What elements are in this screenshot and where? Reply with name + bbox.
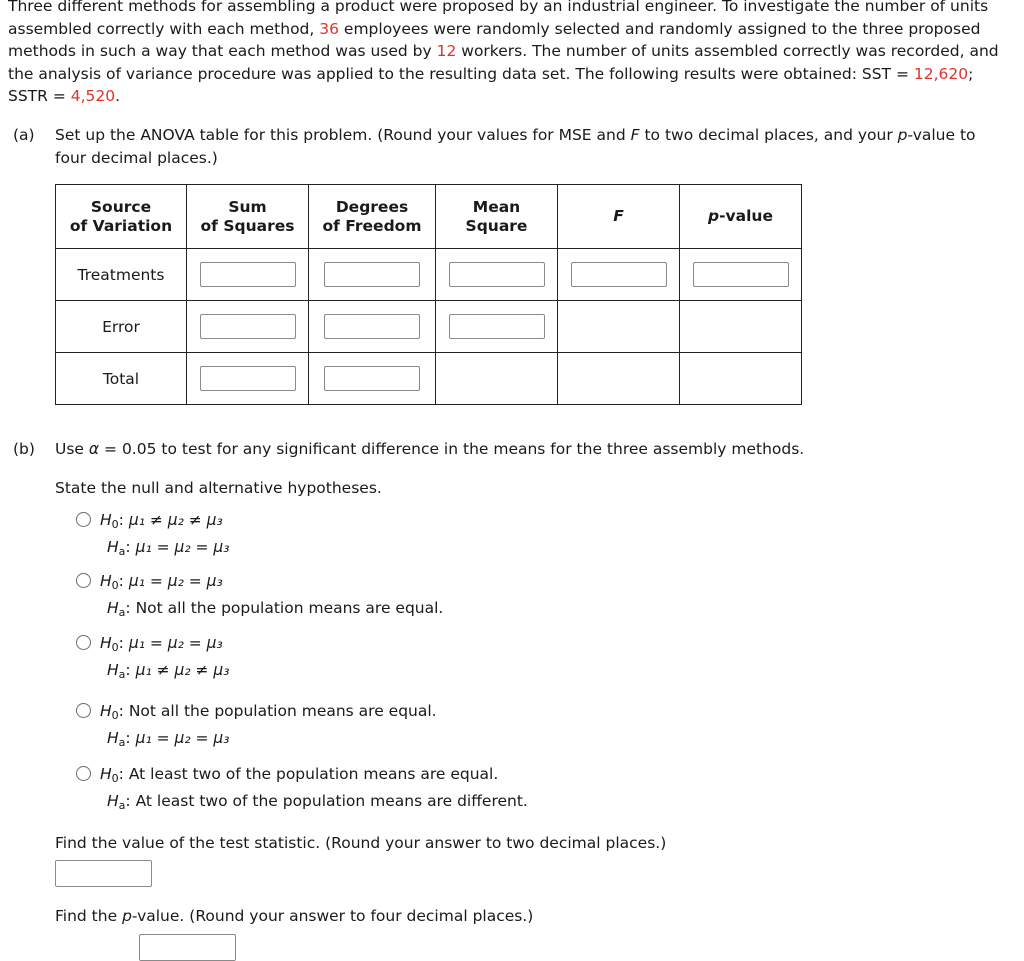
header-source-line1: Source <box>90 197 152 216</box>
cell-total-df <box>309 353 436 405</box>
option-4-h0-text: Not all the population means are equal. <box>128 702 437 720</box>
p-value-prompt-1: Find the <box>55 907 123 925</box>
radio-button[interactable] <box>76 703 91 718</box>
problem-intro <box>8 0 1018 108</box>
header-source <box>56 185 187 249</box>
cell-treatments-f <box>558 249 680 301</box>
option-5-h0-text: At least two of the population means are equal. <box>128 765 499 783</box>
header-p-rest: -value <box>719 207 773 225</box>
header-df-line1: Degrees <box>335 197 409 216</box>
part-a-p: p <box>897 126 908 144</box>
treatments-p-input[interactable] <box>693 262 789 287</box>
test-statistic-input[interactable] <box>55 860 152 887</box>
cell-total-p-empty <box>680 353 802 405</box>
option-5-ha <box>107 788 528 815</box>
part-a-instructions <box>55 124 1010 169</box>
header-sum-squares <box>187 185 309 249</box>
intro-text-4: ; SSTR = <box>8 64 974 105</box>
header-f-text: F <box>613 207 624 225</box>
part-a-text-1: Set up the ANOVA table for this problem. (Round your values for MSE and <box>55 126 631 144</box>
part-b-text-1: Use <box>55 440 89 458</box>
header-f <box>558 185 680 249</box>
cell-treatments-ms <box>436 249 558 301</box>
p-value-input[interactable] <box>139 934 236 961</box>
row-label-treatments: Treatments <box>56 249 187 301</box>
anova-table <box>55 184 802 405</box>
option-5-h0 <box>100 761 498 788</box>
cell-treatments-ss <box>187 249 309 301</box>
anova-header-row <box>56 185 802 249</box>
alpha-symbol: α <box>88 440 100 458</box>
h0-sub: 0 <box>111 579 119 592</box>
header-p-italic: p <box>708 207 720 225</box>
colon: : <box>118 634 124 652</box>
ha-sub: a <box>118 799 126 812</box>
option-1-ha <box>107 534 230 561</box>
test-statistic-prompt: Find the value of the test statistic. (Round your answer to two decimal places.) <box>55 834 667 852</box>
cell-total-ms-empty <box>436 353 558 405</box>
option-1-ha-text: μ₁ = μ₂ = μ₃ <box>135 538 230 556</box>
treatments-ms-input[interactable] <box>449 262 545 287</box>
hypotheses-prompt: State the null and alternative hypotheses. <box>55 479 382 497</box>
header-df-line2: of Freedom <box>322 216 422 235</box>
ha-sub: a <box>118 668 126 681</box>
h0-sub: 0 <box>111 772 119 785</box>
workers-count: 12 <box>436 42 457 60</box>
p-value-prompt <box>55 905 1010 928</box>
option-2-ha-text: Not all the population means are equal. <box>135 599 444 617</box>
colon: : <box>125 729 131 747</box>
cell-error-ss <box>187 301 309 353</box>
ha-sub: a <box>118 736 126 749</box>
cell-treatments-p <box>680 249 802 301</box>
part-a-text-2: to two decimal places, and your <box>639 126 898 144</box>
cell-error-f-empty <box>558 301 680 353</box>
intro-text-2: employees were randomly selected and randomly assigned to the three proposed methods in such a way that each method was used by <box>8 19 981 60</box>
cell-error-df <box>309 301 436 353</box>
option-4-h0 <box>100 698 437 725</box>
h-letter: H <box>100 702 112 720</box>
colon: : <box>118 572 124 590</box>
part-b-instructions <box>55 438 1010 461</box>
ha-sub: a <box>118 606 126 619</box>
option-3-h0 <box>100 630 223 657</box>
h0-sub: 0 <box>111 641 119 654</box>
option-3-ha <box>107 657 230 684</box>
header-p-value <box>680 185 802 249</box>
anova-row-treatments <box>56 249 802 301</box>
cell-error-ms <box>436 301 558 353</box>
employees-count: 36 <box>319 19 339 38</box>
colon: : <box>118 765 124 783</box>
cell-total-f-empty <box>558 353 680 405</box>
colon: : <box>118 702 124 720</box>
p-value-prompt-2: -value. (Round your answer to four decimal places.) <box>131 907 534 925</box>
row-label-total: Total <box>56 353 187 405</box>
colon: : <box>118 511 124 529</box>
ha-sub: a <box>118 545 126 558</box>
intro-text-3: workers. The number of units assembled correctly was recorded, and the analysis of variance procedure was applied to the resulting data set. The following results were obtained: SST = <box>8 42 999 83</box>
error-ms-input[interactable] <box>449 314 545 339</box>
header-sum-line2: of Squares <box>200 216 295 235</box>
radio-button[interactable] <box>76 766 91 781</box>
anova-row-total <box>56 353 802 405</box>
part-a-text-3: -value to four decimal places.) <box>55 126 976 167</box>
total-df-input[interactable] <box>324 366 420 391</box>
option-3-ha-text: μ₁ ≠ μ₂ ≠ μ₃ <box>135 661 230 679</box>
h-letter: H <box>100 572 112 590</box>
intro-text-5: . <box>115 87 121 105</box>
option-3-h0-text: μ₁ = μ₂ = μ₃ <box>128 634 223 652</box>
anova-row-error <box>56 301 802 353</box>
header-sum-line1: Sum <box>228 197 267 216</box>
part-b-label: (b) <box>13 440 35 458</box>
treatments-ss-input[interactable] <box>200 262 296 287</box>
option-4-ha-text: μ₁ = μ₂ = μ₃ <box>135 729 230 747</box>
treatments-df-input[interactable] <box>324 262 420 287</box>
part-a-label: (a) <box>13 126 35 144</box>
error-ss-input[interactable] <box>200 314 296 339</box>
cell-error-p-empty <box>680 301 802 353</box>
h-letter: H <box>100 511 112 529</box>
colon: : <box>125 599 131 617</box>
treatments-f-input[interactable] <box>571 262 667 287</box>
header-mean-square <box>436 185 558 249</box>
intro-text-1: Three different methods for assembling a product were proposed by an industrial engineer. To investigate the number of units assembled correctly with each method, <box>8 0 989 38</box>
option-2-h0-text: μ₁ = μ₂ = μ₃ <box>128 572 223 590</box>
colon: : <box>125 792 131 810</box>
header-source-line2: of Variation <box>69 216 173 235</box>
row-label-error: Error <box>56 301 187 353</box>
option-2-h0 <box>100 568 223 595</box>
header-ms-line1: Mean <box>472 197 521 216</box>
radio-button[interactable] <box>76 573 91 588</box>
option-1-h0-text: μ₁ ≠ μ₂ ≠ μ₃ <box>128 511 223 529</box>
cell-treatments-df <box>309 249 436 301</box>
header-degrees-freedom <box>309 185 436 249</box>
h-letter: H <box>107 661 119 679</box>
header-ms-line2: Square <box>465 216 528 235</box>
option-4-ha <box>107 725 230 752</box>
option-5-ha-text: At least two of the population means are different. <box>135 792 528 810</box>
part-b-text-2: = 0.05 to test for any significant difference in the means for the three assembly methods. <box>99 440 805 458</box>
colon: : <box>125 538 131 556</box>
h0-sub: 0 <box>111 709 119 722</box>
h-letter: H <box>107 538 119 556</box>
p-value-prompt-p: p <box>122 907 132 925</box>
radio-button[interactable] <box>76 635 91 650</box>
option-1-h0 <box>100 507 223 534</box>
h-letter: H <box>107 599 119 617</box>
total-ss-input[interactable] <box>200 366 296 391</box>
sstr-value: 4,520 <box>70 87 116 105</box>
sst-value: 12,620 <box>913 64 969 83</box>
h-letter: H <box>100 765 112 783</box>
h-letter: H <box>107 792 119 810</box>
h0-sub: 0 <box>111 518 119 531</box>
h-letter: H <box>107 729 119 747</box>
part-a-f: F <box>630 126 640 144</box>
h-letter: H <box>100 634 112 652</box>
option-2-ha <box>107 595 443 622</box>
radio-button[interactable] <box>76 512 91 527</box>
error-df-input[interactable] <box>324 314 420 339</box>
cell-total-ss <box>187 353 309 405</box>
colon: : <box>125 661 131 679</box>
